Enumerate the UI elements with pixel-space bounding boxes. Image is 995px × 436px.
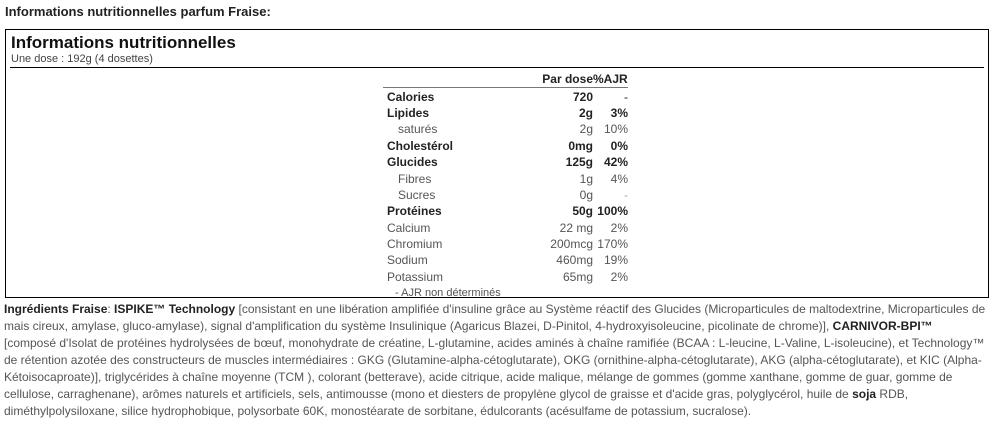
nutrient-ajr: 19% — [603, 253, 628, 268]
table-row — [383, 236, 628, 252]
nutrient-name: Calories — [383, 88, 523, 105]
nutrient-value: 2g — [579, 122, 593, 137]
nutrient-value: 2g — [578, 105, 593, 120]
nutrient-ajr: 10% — [603, 122, 628, 137]
nutrient-name: Calcium — [387, 220, 431, 235]
nutrient-name: Sodium — [387, 253, 428, 268]
nutrient-value: 0g — [579, 187, 593, 202]
carnivor-label: CARNIVOR-BPI™ — [832, 319, 933, 333]
nutrient-ajr: - — [624, 187, 628, 202]
nutrient-ajr: 42% — [603, 155, 628, 170]
nutrient-name: saturés — [398, 122, 438, 137]
header-nutrient — [383, 71, 523, 88]
nutrient-value: 1g — [579, 171, 593, 186]
table-row — [383, 105, 628, 121]
nutrient-value: 200mcg — [550, 237, 593, 252]
header-per-dose: Par dose — [542, 72, 593, 87]
ingredients-text — [4, 301, 988, 420]
panel-divider — [10, 67, 984, 68]
nutrient-name: Potassium — [387, 269, 444, 284]
table-row — [383, 138, 628, 154]
nutrient-name: Chromium — [387, 237, 443, 252]
nutrient-value: 460mg — [556, 253, 593, 268]
nutrient-ajr: 2% — [610, 269, 628, 284]
nutrient-ajr: 0% — [610, 138, 628, 153]
nutrient-value: 65mg — [562, 269, 593, 284]
ingredients-part-2: [composé d'Isolat de protéines hydrolysées de bœuf, monohydrate de créatine, L-glutamine, acides aminés à chaîne ramifiée (BCAA : L-leucine, L-Valine, L-isoleucine), et Technology™ de rétention azotée des constructeurs de muscles intermédiaires : GKG (Glutamine-alpha-cétoglutarate), OKG (ornithine-alpha-cétoglutarate), AKG (alpha-cétoglutarate), et KIC (Alpha-Kétoisocaproate)], triglycérides à chaîne moyenne (TCM ), colorant (betterave), acide citrique, acide malique, mélange de gommes (gomme xanthane, gomme de guar, gomme de cellulose, carraghenane), arômes naturels et artificiels, sels, antimousse (mono et diesters de propylène glycol de graisse et d'acide gras, polyglycérol, huile de — [4, 336, 985, 401]
table-row — [383, 252, 628, 268]
nutrition-table — [383, 71, 628, 301]
nutrient-value: 50g — [572, 204, 593, 219]
table-row — [383, 154, 628, 170]
nutrient-name: Protéines — [387, 204, 442, 219]
soja-allergen: soja — [852, 387, 877, 401]
nutrient-name: Sucres — [398, 187, 436, 202]
table-row — [383, 220, 628, 236]
nutrient-value: 720 — [523, 88, 593, 105]
nutrient-ajr: 2% — [610, 220, 628, 235]
ingredients-part-3: RDB, diméthylpolysiloxane, silice hydrophobique, polysorbate 60K, monostéarate de sorbitane, édulcorants (acésulfame de potassium, sucralose). — [4, 387, 909, 418]
ingredients-part-1: [consistant en une libération amplifiée d'insuline grâce au Système réactif des Glucides (Microparticules de maltodextrine, Microparticules de mais cireux, amylase, gluco-amylase), signal d'amplification du système Insulinique (Agaricus Blazei, D-Pinitol, 4-hydroxyisoleucine, picolinate de chrome)], — [4, 302, 986, 333]
nutrient-value: 22 mg — [559, 220, 593, 235]
table-row — [383, 88, 628, 105]
table-row — [383, 170, 628, 186]
nutrient-name: Cholestérol — [387, 138, 454, 153]
ingredients-label: Ingrédients Fraise — [4, 302, 108, 316]
header-ajr: %AJR — [593, 72, 628, 87]
nutrient-name: Lipides — [387, 105, 430, 120]
serving-size: Une dose : 192g (4 dosettes) — [11, 53, 153, 65]
nutrient-value: 125g — [565, 155, 593, 170]
ispike-label: ISPIKE™ Technology — [114, 302, 236, 316]
ingredients-separator: : — [107, 302, 115, 316]
table-row — [383, 269, 628, 285]
panel-title: Informations nutritionnelles — [11, 33, 236, 52]
table-row — [383, 187, 628, 203]
nutrient-ajr: 100% — [597, 204, 628, 219]
table-row — [383, 203, 628, 219]
nutrition-panel — [5, 29, 989, 298]
nutrient-name: Glucides — [387, 155, 438, 170]
nutrient-name: Fibres — [398, 171, 432, 186]
nutrient-ajr: 3% — [610, 105, 628, 120]
table-footnote-row — [383, 285, 628, 301]
table-row — [383, 121, 628, 137]
table-header-row — [383, 71, 628, 88]
ajr-footnote: - AJR non déterminés — [395, 287, 501, 300]
nutrient-value: 0mg — [568, 138, 593, 153]
page-heading: Informations nutritionnelles parfum Fraise: — [5, 4, 271, 19]
nutrient-ajr: 4% — [610, 171, 628, 186]
nutrient-ajr: 170% — [597, 237, 628, 252]
nutrient-ajr: - — [593, 88, 628, 105]
